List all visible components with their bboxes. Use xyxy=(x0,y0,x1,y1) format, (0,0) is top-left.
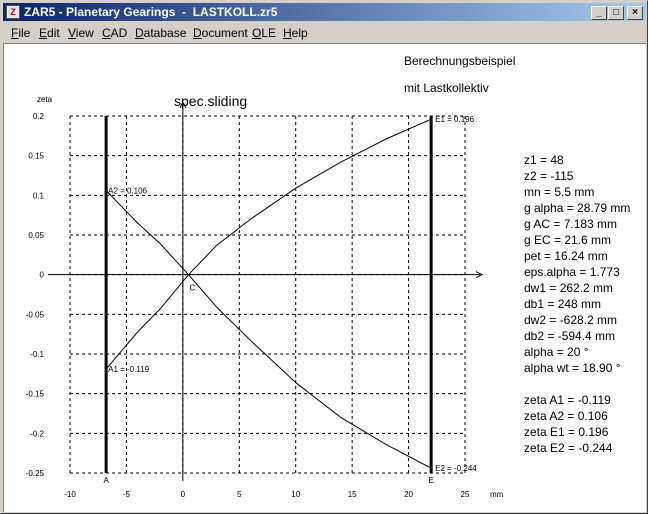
x-tick-label: -10 xyxy=(64,490,76,499)
parameter-line: alpha = 20 ° xyxy=(524,345,589,359)
menu-document[interactable]: Document xyxy=(193,26,248,40)
y-tick-label: -0.2 xyxy=(30,429,44,439)
parameter-line: dw1 = 262.2 mm xyxy=(524,281,614,295)
parameter-line: g alpha = 28.79 mm xyxy=(524,201,631,215)
parameter-line: zeta E1 = 0.196 xyxy=(524,425,609,439)
menu-cad[interactable]: CAD xyxy=(102,26,128,40)
y-tick-label: 0.2 xyxy=(32,112,44,121)
x-tick-label: 20 xyxy=(404,490,414,499)
x-tick-label: -5 xyxy=(122,490,130,499)
point-label: A2 = 0.106 xyxy=(108,186,148,196)
y-tick-label: -0.15 xyxy=(25,389,44,399)
point-label: A1 = -0.119 xyxy=(108,365,150,375)
marker-label-a: A xyxy=(103,476,109,485)
marker-label-e: E xyxy=(428,476,434,485)
parameter-line: zeta A2 = 0.106 xyxy=(524,409,608,423)
parameter-line: zeta A1 = -0.119 xyxy=(524,393,611,407)
note-line-2: mit Lastkollektiv xyxy=(404,81,489,95)
parameter-line: z1 = 48 xyxy=(524,153,564,167)
menu-file[interactable]: File xyxy=(11,26,31,40)
window-title: ZAR5 - Planetary Gearings - LASTKOLL.zr5 xyxy=(24,5,278,19)
parameter-line: db2 = -594.4 mm xyxy=(524,329,616,343)
menu-ole[interactable]: OLE xyxy=(252,26,277,40)
y-tick-label: -0.25 xyxy=(25,469,44,478)
y-tick-label: -0.1 xyxy=(30,350,44,359)
menu-view[interactable]: View xyxy=(68,26,94,40)
y-tick-label: 0.05 xyxy=(28,231,44,240)
point-label: E2 = -0.244 xyxy=(435,464,477,474)
point-label: E1 = 0.196 xyxy=(435,115,475,125)
y-tick-label: -0.05 xyxy=(25,310,44,320)
x-tick-label: 10 xyxy=(291,490,301,499)
parameter-line: eps.alpha = 1.773 xyxy=(524,265,620,279)
y-tick-label: 0 xyxy=(39,270,44,280)
parameter-list xyxy=(524,152,630,456)
app-icon[interactable]: Z xyxy=(6,5,20,19)
close-button[interactable]: × xyxy=(627,6,643,20)
x-tick-label: 0 xyxy=(180,490,186,499)
parameter-line: g AC = 7.183 mm xyxy=(524,217,618,231)
y-tick-label: 0.15 xyxy=(28,151,44,161)
parameter-line: z2 = -115 xyxy=(524,169,574,183)
parameter-line: zeta E2 = -0.244 xyxy=(524,441,613,455)
note-line-1: Berechnungsbeispiel xyxy=(404,54,516,68)
series-curve-1 xyxy=(106,119,431,369)
menu-database[interactable]: Database xyxy=(135,26,187,40)
y-tick-label: 0.1 xyxy=(32,191,44,201)
drawing-area xyxy=(3,43,646,512)
menu-bar xyxy=(3,23,646,42)
menu-edit[interactable]: Edit xyxy=(39,26,60,40)
maximize-button[interactable]: □ xyxy=(608,6,624,20)
x-axis-label: mm xyxy=(490,490,504,499)
minimize-button[interactable]: _ xyxy=(591,6,607,20)
x-tick-label: 5 xyxy=(237,490,242,499)
parameter-line: g EC = 21.6 mm xyxy=(524,233,612,247)
marker-label-c: C xyxy=(189,283,196,293)
parameter-line: dw2 = -628.2 mm xyxy=(524,313,618,327)
title-bar[interactable] xyxy=(3,3,646,21)
chart-title: spec.sliding xyxy=(174,93,248,109)
x-tick-label: 15 xyxy=(347,490,357,499)
parameter-line: alpha wt = 18.90 ° xyxy=(524,361,621,375)
parameter-line xyxy=(524,376,630,392)
y-axis-label: zeta xyxy=(37,95,53,104)
menu-help[interactable]: Help xyxy=(283,26,308,40)
parameter-line: pet = 16.24 mm xyxy=(524,249,608,263)
parameter-line: mn = 5.5 mm xyxy=(524,185,595,199)
series-curve-2 xyxy=(106,191,431,469)
parameter-line: db1 = 248 mm xyxy=(524,297,602,311)
x-tick-label: 25 xyxy=(460,490,470,499)
